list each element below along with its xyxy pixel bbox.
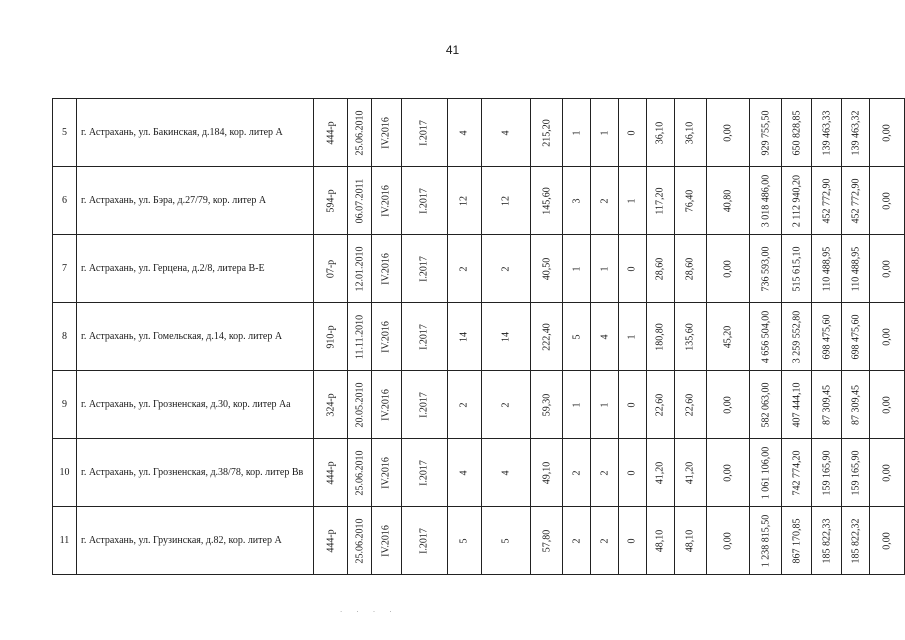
cell-decree-date xyxy=(348,439,372,507)
cell-value: 45,20 xyxy=(722,325,734,348)
cell-value: 5 xyxy=(500,538,512,543)
address-cell: г. Астрахань, ул. Грозненская, д.38/78, кор. литер Вв xyxy=(76,439,313,507)
cell-value: 0,00 xyxy=(722,395,734,414)
cell-fact-term xyxy=(401,303,447,371)
cell-v5 xyxy=(591,303,619,371)
cell-value: 4 xyxy=(599,334,611,339)
cell-v4 xyxy=(563,235,591,303)
cell-plan-term xyxy=(372,99,402,167)
cell-value: 444-р xyxy=(325,528,337,553)
cell-v13 xyxy=(842,507,870,575)
housing-register-table xyxy=(52,98,905,575)
cell-value: 2 xyxy=(599,470,611,475)
cell-value: 2 xyxy=(571,470,583,475)
cell-v11 xyxy=(782,371,812,439)
cell-v5 xyxy=(591,99,619,167)
cell-value: 582 063,00 xyxy=(760,382,772,427)
cell-v3 xyxy=(531,303,563,371)
cell-plan-term xyxy=(372,303,402,371)
cell-v4 xyxy=(563,167,591,235)
cell-value: 407 444,10 xyxy=(791,382,803,427)
cell-value: I.2017 xyxy=(418,527,430,554)
cell-plan-term xyxy=(372,167,402,235)
cell-value: 28,60 xyxy=(684,257,696,280)
cell-value: 0,00 xyxy=(881,259,893,278)
cell-v7 xyxy=(646,167,674,235)
cell-value: 0,00 xyxy=(881,123,893,142)
cell-decree-no xyxy=(314,439,348,507)
cell-v10 xyxy=(750,439,782,507)
cell-value: IV.2016 xyxy=(380,320,392,353)
cell-value: I.2017 xyxy=(418,323,430,350)
cell-v2 xyxy=(481,99,531,167)
cell-value: 1 xyxy=(571,130,583,135)
cell-v7 xyxy=(646,303,674,371)
cell-value: 0 xyxy=(626,470,638,475)
cell-value: 1 xyxy=(626,198,638,203)
cell-value: 185 822,33 xyxy=(821,518,833,563)
cell-value: 25.06.2010 xyxy=(354,518,366,563)
cell-value: 2 xyxy=(599,198,611,203)
cell-value: 2 xyxy=(500,402,512,407)
cell-value: 25.06.2010 xyxy=(354,110,366,155)
cell-value: 12 xyxy=(500,195,512,206)
cell-value: 1 xyxy=(599,130,611,135)
cell-v9 xyxy=(706,99,750,167)
cell-v12 xyxy=(812,235,842,303)
cell-value: I.2017 xyxy=(418,187,430,214)
cell-v11 xyxy=(782,303,812,371)
cell-value: 40,80 xyxy=(722,189,734,212)
cell-v14 xyxy=(870,235,905,303)
cell-plan-term xyxy=(372,439,402,507)
cell-value: 110 488,95 xyxy=(850,246,862,291)
cell-fact-term xyxy=(401,371,447,439)
cell-value: 87 309,45 xyxy=(821,384,833,425)
cell-v9 xyxy=(706,235,750,303)
table-row xyxy=(53,439,905,507)
cell-value: 1 238 815,50 xyxy=(760,514,772,567)
cell-value: 180,80 xyxy=(654,322,666,351)
cell-v4 xyxy=(563,303,591,371)
cell-value: 185 822,32 xyxy=(850,518,862,563)
cell-value: 4 656 504,00 xyxy=(760,310,772,363)
cell-value: 159 165,90 xyxy=(850,450,862,495)
cell-v13 xyxy=(842,235,870,303)
cell-v5 xyxy=(591,439,619,507)
cell-value: 650 828,85 xyxy=(791,110,803,155)
cell-value: 0,00 xyxy=(881,463,893,482)
cell-v4 xyxy=(563,99,591,167)
cell-v6 xyxy=(619,371,647,439)
row-number: 10 xyxy=(53,439,77,507)
cell-plan-term xyxy=(372,235,402,303)
cell-v8 xyxy=(674,303,706,371)
cell-decree-date xyxy=(348,99,372,167)
cell-v6 xyxy=(619,507,647,575)
cell-v2 xyxy=(481,235,531,303)
cell-decree-date xyxy=(348,371,372,439)
cell-value: 698 475,60 xyxy=(821,314,833,359)
address-cell: г. Астрахань, ул. Гомельская, д.14, кор. литер А xyxy=(76,303,313,371)
cell-v3 xyxy=(531,235,563,303)
cell-decree-no xyxy=(314,507,348,575)
cell-value: 57,80 xyxy=(541,529,553,552)
row-number: 9 xyxy=(53,371,77,439)
cell-decree-no xyxy=(314,167,348,235)
cell-value: 0 xyxy=(626,266,638,271)
cell-v8 xyxy=(674,167,706,235)
cell-value: 0,00 xyxy=(881,191,893,210)
cell-value: 929 755,50 xyxy=(760,110,772,155)
cell-v11 xyxy=(782,507,812,575)
cell-value: 22,60 xyxy=(684,393,696,416)
cell-value: 594-р xyxy=(325,188,337,213)
cell-value: IV.2016 xyxy=(380,456,392,489)
cell-v1 xyxy=(447,235,481,303)
row-number: 6 xyxy=(53,167,77,235)
cell-value: 1 xyxy=(626,334,638,339)
cell-v6 xyxy=(619,439,647,507)
cell-value: 515 615,10 xyxy=(791,246,803,291)
cell-value: 1 xyxy=(599,266,611,271)
cell-v2 xyxy=(481,507,531,575)
cell-v14 xyxy=(870,167,905,235)
cell-v10 xyxy=(750,371,782,439)
scan-artifact-marks: . . . . xyxy=(340,605,398,614)
cell-v12 xyxy=(812,303,842,371)
cell-fact-term xyxy=(401,439,447,507)
cell-value: 1 061 106,00 xyxy=(760,446,772,499)
cell-value: 110 488,95 xyxy=(821,246,833,291)
cell-value: 41,20 xyxy=(684,461,696,484)
cell-value: I.2017 xyxy=(418,459,430,486)
cell-value: 41,20 xyxy=(654,461,666,484)
cell-v5 xyxy=(591,371,619,439)
cell-v5 xyxy=(591,167,619,235)
cell-value: 139 463,32 xyxy=(850,110,862,155)
cell-v12 xyxy=(812,507,842,575)
cell-value: I.2017 xyxy=(418,119,430,146)
cell-v7 xyxy=(646,371,674,439)
cell-v8 xyxy=(674,371,706,439)
cell-value: 2 xyxy=(599,538,611,543)
cell-decree-no xyxy=(314,371,348,439)
cell-value: 14 xyxy=(458,331,470,342)
cell-value: 215,20 xyxy=(541,118,553,147)
cell-value: 11.11.2010 xyxy=(354,314,366,359)
cell-v14 xyxy=(870,371,905,439)
cell-v10 xyxy=(750,303,782,371)
cell-v6 xyxy=(619,235,647,303)
cell-v11 xyxy=(782,167,812,235)
cell-v12 xyxy=(812,371,842,439)
cell-value: 1 xyxy=(599,402,611,407)
cell-value: 0,00 xyxy=(722,123,734,142)
cell-value: 1 xyxy=(571,266,583,271)
cell-v13 xyxy=(842,99,870,167)
cell-v14 xyxy=(870,303,905,371)
cell-fact-term xyxy=(401,99,447,167)
cell-plan-term xyxy=(372,371,402,439)
cell-v12 xyxy=(812,439,842,507)
cell-value: 5 xyxy=(571,334,583,339)
row-number: 8 xyxy=(53,303,77,371)
cell-value: 698 475,60 xyxy=(850,314,862,359)
cell-value: 4 xyxy=(458,470,470,475)
cell-v9 xyxy=(706,303,750,371)
cell-value: 0,00 xyxy=(722,531,734,550)
cell-value: 1 xyxy=(571,402,583,407)
cell-v10 xyxy=(750,99,782,167)
cell-value: 48,10 xyxy=(654,529,666,552)
cell-v1 xyxy=(447,439,481,507)
cell-value: 736 593,00 xyxy=(760,246,772,291)
cell-v9 xyxy=(706,167,750,235)
cell-v14 xyxy=(870,99,905,167)
cell-v3 xyxy=(531,507,563,575)
cell-v13 xyxy=(842,371,870,439)
cell-v13 xyxy=(842,439,870,507)
cell-v1 xyxy=(447,99,481,167)
cell-value: 0,00 xyxy=(722,463,734,482)
cell-decree-date xyxy=(348,303,372,371)
cell-value: IV.2016 xyxy=(380,524,392,557)
cell-v4 xyxy=(563,439,591,507)
cell-value: IV.2016 xyxy=(380,184,392,217)
cell-v5 xyxy=(591,507,619,575)
cell-value: 444-р xyxy=(325,460,337,485)
cell-v8 xyxy=(674,235,706,303)
cell-v3 xyxy=(531,167,563,235)
cell-value: 0,00 xyxy=(881,531,893,550)
cell-v8 xyxy=(674,439,706,507)
cell-value: 4 xyxy=(500,470,512,475)
cell-value: 14 xyxy=(500,331,512,342)
cell-value: 2 xyxy=(500,266,512,271)
cell-value: 910-р xyxy=(325,324,337,349)
cell-v2 xyxy=(481,439,531,507)
cell-v1 xyxy=(447,303,481,371)
cell-v13 xyxy=(842,303,870,371)
cell-v12 xyxy=(812,167,842,235)
cell-value: 159 165,90 xyxy=(821,450,833,495)
cell-v2 xyxy=(481,167,531,235)
cell-value: 12 xyxy=(458,195,470,206)
table-row xyxy=(53,167,905,235)
cell-value: I.2017 xyxy=(418,255,430,282)
cell-v9 xyxy=(706,507,750,575)
cell-v9 xyxy=(706,439,750,507)
cell-value: 145,60 xyxy=(541,186,553,215)
cell-value: 867 170,85 xyxy=(791,518,803,563)
cell-v10 xyxy=(750,507,782,575)
cell-v5 xyxy=(591,235,619,303)
cell-decree-date xyxy=(348,235,372,303)
cell-value: 452 772,90 xyxy=(821,178,833,223)
cell-value: 2 112 940,20 xyxy=(791,174,803,227)
cell-value: I.2017 xyxy=(418,391,430,418)
cell-value: 48,10 xyxy=(684,529,696,552)
cell-v1 xyxy=(447,371,481,439)
page-number: 41 xyxy=(445,43,460,57)
cell-value: 3 018 486,00 xyxy=(760,174,772,227)
cell-v8 xyxy=(674,99,706,167)
cell-value: 4 xyxy=(458,130,470,135)
cell-v3 xyxy=(531,99,563,167)
cell-v11 xyxy=(782,99,812,167)
cell-v4 xyxy=(563,371,591,439)
cell-value: 117,20 xyxy=(654,186,666,215)
cell-value: 135,60 xyxy=(684,322,696,351)
cell-value: 3 xyxy=(571,198,583,203)
cell-value: 2 xyxy=(458,402,470,407)
cell-value: 2 xyxy=(458,266,470,271)
cell-value: 06.07.2011 xyxy=(354,178,366,223)
cell-value: 87 309,45 xyxy=(850,384,862,425)
row-number: 7 xyxy=(53,235,77,303)
cell-fact-term xyxy=(401,167,447,235)
cell-value: 76,40 xyxy=(684,189,696,212)
cell-value: 36,10 xyxy=(684,121,696,144)
table-row xyxy=(53,371,905,439)
cell-value: 0,00 xyxy=(881,395,893,414)
cell-v11 xyxy=(782,235,812,303)
cell-v3 xyxy=(531,439,563,507)
cell-value: 12.01.2010 xyxy=(354,246,366,291)
cell-v9 xyxy=(706,371,750,439)
table-row xyxy=(53,99,905,167)
cell-value: 444-р xyxy=(325,120,337,145)
cell-decree-no xyxy=(314,99,348,167)
cell-v13 xyxy=(842,167,870,235)
table-row xyxy=(53,507,905,575)
cell-v10 xyxy=(750,235,782,303)
cell-value: 4 xyxy=(500,130,512,135)
cell-value: 22,60 xyxy=(654,393,666,416)
address-cell: г. Астрахань, ул. Бакинская, д.184, кор. литер А xyxy=(76,99,313,167)
cell-v8 xyxy=(674,507,706,575)
table-row xyxy=(53,235,905,303)
cell-value: 59,30 xyxy=(541,393,553,416)
cell-value: 28,60 xyxy=(654,257,666,280)
cell-v6 xyxy=(619,167,647,235)
cell-value: IV.2016 xyxy=(380,116,392,149)
cell-value: IV.2016 xyxy=(380,252,392,285)
cell-value: 139 463,33 xyxy=(821,110,833,155)
table-body xyxy=(53,99,905,575)
cell-decree-no xyxy=(314,303,348,371)
cell-v10 xyxy=(750,167,782,235)
cell-v6 xyxy=(619,99,647,167)
cell-value: 0 xyxy=(626,538,638,543)
cell-v14 xyxy=(870,439,905,507)
cell-value: 3 259 552,80 xyxy=(791,310,803,363)
cell-value: IV.2016 xyxy=(380,388,392,421)
cell-v7 xyxy=(646,99,674,167)
cell-decree-no xyxy=(314,235,348,303)
cell-value: 324-р xyxy=(325,392,337,417)
cell-v14 xyxy=(870,507,905,575)
row-number: 5 xyxy=(53,99,77,167)
cell-v12 xyxy=(812,99,842,167)
cell-v1 xyxy=(447,507,481,575)
cell-value: 2 xyxy=(571,538,583,543)
cell-value: 0 xyxy=(626,402,638,407)
cell-value: 742 774,20 xyxy=(791,450,803,495)
cell-value: 40,50 xyxy=(541,257,553,280)
cell-value: 5 xyxy=(458,538,470,543)
cell-value: 452 772,90 xyxy=(850,178,862,223)
address-cell: г. Астрахань, ул. Грузинская, д.82, кор. литер А xyxy=(76,507,313,575)
cell-v2 xyxy=(481,371,531,439)
cell-v7 xyxy=(646,235,674,303)
cell-value: 07-р xyxy=(325,259,337,278)
cell-plan-term xyxy=(372,507,402,575)
cell-decree-date xyxy=(348,507,372,575)
cell-v7 xyxy=(646,507,674,575)
cell-decree-date xyxy=(348,167,372,235)
cell-value: 222,40 xyxy=(541,322,553,351)
cell-value: 20.05.2010 xyxy=(354,382,366,427)
cell-value: 49,10 xyxy=(541,461,553,484)
row-number: 11 xyxy=(53,507,77,575)
address-cell: г. Астрахань, ул. Грозненская, д.30, кор. литер Аа xyxy=(76,371,313,439)
cell-v6 xyxy=(619,303,647,371)
cell-value: 0 xyxy=(626,130,638,135)
cell-v4 xyxy=(563,507,591,575)
cell-v1 xyxy=(447,167,481,235)
address-cell: г. Астрахань, ул. Герцена, д.2/8, литера В-Е xyxy=(76,235,313,303)
cell-value: 36,10 xyxy=(654,121,666,144)
cell-fact-term xyxy=(401,235,447,303)
table-row xyxy=(53,303,905,371)
cell-v3 xyxy=(531,371,563,439)
address-cell: г. Астрахань, ул. Бэра, д.27/79, кор. литер А xyxy=(76,167,313,235)
cell-v2 xyxy=(481,303,531,371)
cell-value: 0,00 xyxy=(722,259,734,278)
cell-value: 0,00 xyxy=(881,327,893,346)
cell-value: 25.06.2010 xyxy=(354,450,366,495)
cell-v7 xyxy=(646,439,674,507)
cell-fact-term xyxy=(401,507,447,575)
cell-v11 xyxy=(782,439,812,507)
